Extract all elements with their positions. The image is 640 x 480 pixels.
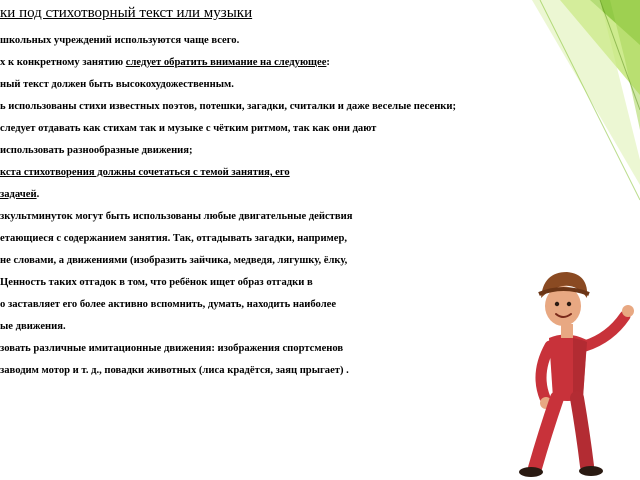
text-line-16: заводим мотор и т. д., повадки животных (лиса крадётся, заяц прыгает) . (0, 365, 349, 376)
figure-left-eye (555, 302, 559, 306)
figure-right-arm (585, 316, 625, 346)
text-line-3: ный текст должен быть высокохудожественным. (0, 79, 234, 90)
figure-right-leg (577, 398, 587, 466)
figure-torso-shade (573, 338, 587, 400)
text-line-14: ые движения. (0, 321, 66, 332)
text-line-15: зовать различные имитационные движения: изображения спортсменов (0, 343, 344, 354)
text-line-1: школьных учреждений используются чаще всего. (0, 35, 240, 46)
text-line-4: ь использованы стихи известных поэтов, потешки, загадки, считалки и даже веселые песенки; (0, 101, 457, 112)
text-line-12: Ценность таких отгадок в том, что ребёнок ищет образ отгадки в (0, 277, 313, 288)
text-line-7: кста стихотворения должны сочетаться с темой занятия, его (0, 167, 290, 178)
figure-left-shoe (519, 467, 543, 477)
facet-4 (532, 0, 640, 185)
text-line-11: не словами, а движениями (изобразить зайчика, медведя, лягушку, ёлку, (0, 255, 348, 266)
facet-line-1 (540, 0, 640, 200)
figure-neck (561, 324, 573, 338)
figure-left-arm (541, 346, 550, 398)
slide-title: ки под стихотворный текст или музыки (0, 5, 253, 21)
text-line-13: о заставляет его более активно вспомнить, думать, находить наиболее (0, 299, 337, 310)
text-line-10: етающиеся с содержанием занятия. Так, отгадывать загадки, например, (0, 233, 348, 244)
cartoon-dancer-icon (505, 258, 640, 480)
facet-2 (590, 0, 640, 45)
facet-1 (560, 0, 640, 95)
text-line-2: х к конкретному занятию следует обратить внимание на следующее: (0, 57, 330, 68)
facet-line-2 (600, 0, 640, 110)
figure-right-hand (622, 305, 634, 317)
text-line-8: задачей. (0, 189, 40, 200)
facet-3 (610, 0, 640, 130)
text-line-6: использовать разнообразные движения; (0, 145, 193, 156)
text-line-5: следует отдавать как стихам так и музыке с чётким ритмом, так как они дают (0, 123, 377, 134)
text-line-9: зкультминуток могут быть использованы любые двигательные действия (0, 211, 353, 222)
figure-right-shoe (579, 466, 603, 476)
figure-right-eye (567, 302, 571, 306)
